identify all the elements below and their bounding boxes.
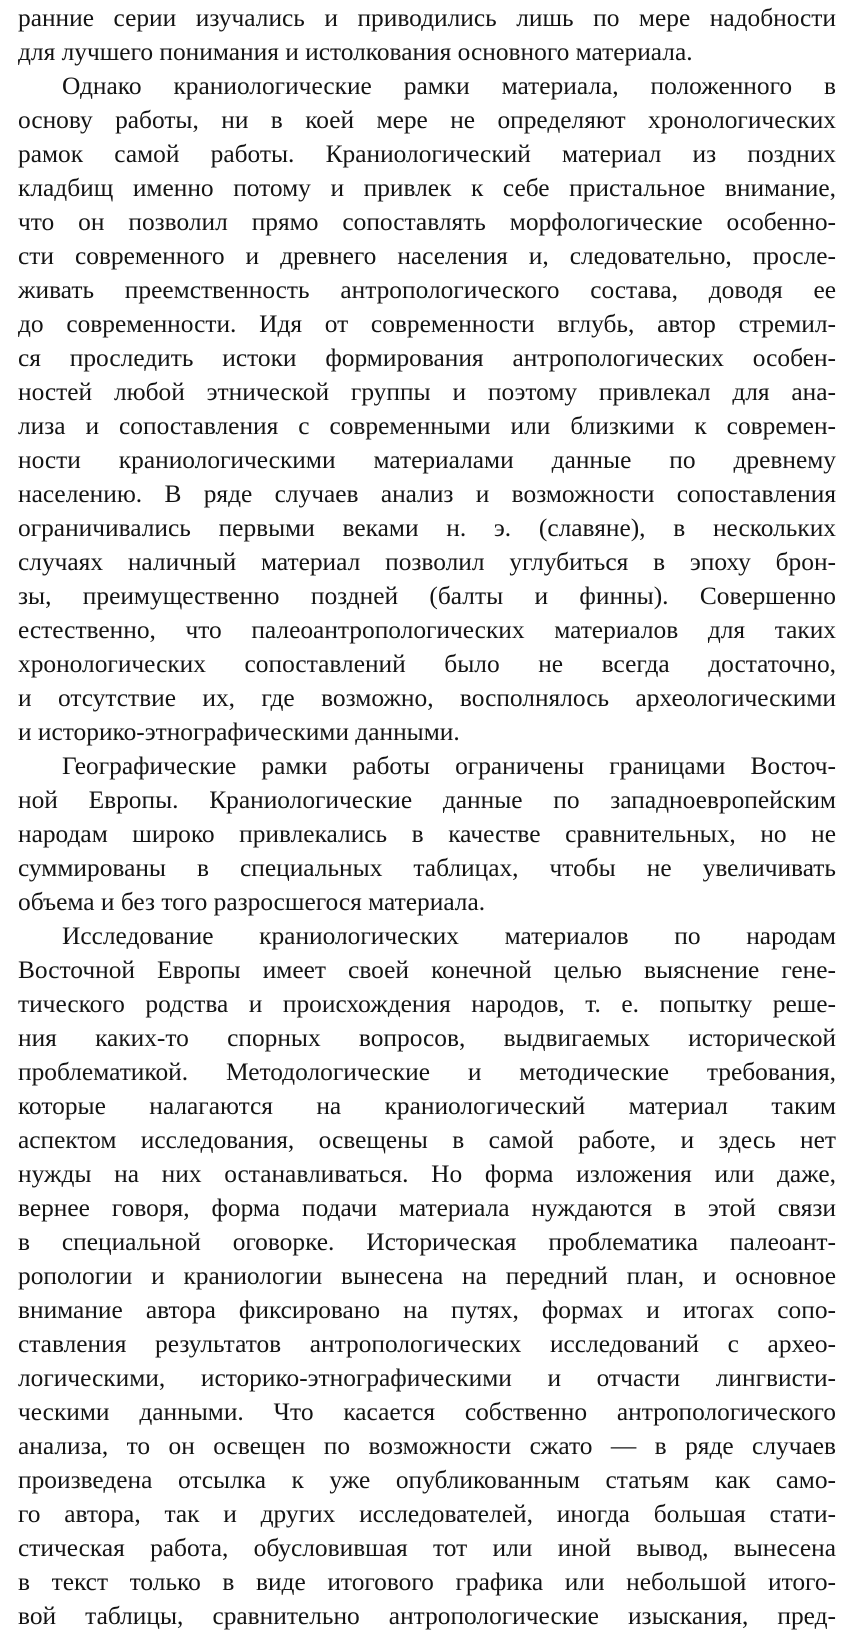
paragraph-1-line-1: ранние серии изучались и приводились лишь по мере надобности — [18, 4, 836, 32]
paragraph-1-line-2: для лучшего понимания и истолкования основного материала. — [18, 38, 693, 66]
paragraph-2-line-16: зы, преимущественно поздней (балты и финны). Совершенно — [18, 582, 836, 610]
paragraph-4-line-20: в текст только в виде итогового графика или небольшой итого- — [18, 1568, 836, 1596]
paragraph-4-line-9: вернее говоря, форма подачи материала нуждаются в этой связи — [18, 1194, 836, 1222]
paragraph-2-line-20: и историко-этнографическими данными. — [18, 718, 460, 746]
paragraph-2-line-12: ности краниологическими материалами данные по древнему — [18, 446, 836, 474]
paragraph-2-line-5: что он позволил прямо сопоставлять морфологические особенно- — [18, 208, 836, 236]
paragraph-4-line-18: го автора, так и других исследователей, иногда большая стати- — [18, 1500, 836, 1528]
paragraph-2-line-4: кладбищ именно потому и привлек к себе пристальное внимание, — [18, 174, 836, 202]
paragraph-3-line-5: объема и без того разросшегося материала. — [18, 888, 486, 916]
paragraph-4-line-7: аспектом исследования, освещены в самой работе, и здесь нет — [18, 1126, 836, 1154]
paragraph-4-line-21: вой таблицы, сравнительно антропологические изыскания, пред- — [18, 1602, 836, 1630]
paragraph-2-line-9: ся проследить истоки формирования антропологических особен- — [18, 344, 836, 372]
paragraph-2-line-8: до современности. Идя от современности вглубь, автор стремил- — [18, 310, 836, 338]
paragraph-4-line-2: Восточной Европы имеет своей конечной целью выяснение гене- — [18, 956, 836, 984]
paragraph-3-line-1: Географические рамки работы ограничены границами Восточ- — [62, 752, 836, 780]
paragraph-2-line-3: рамок самой работы. Краниологический материал из поздних — [18, 140, 836, 168]
paragraph-2-line-10: ностей любой этнической группы и поэтому привлекал для ана- — [18, 378, 836, 406]
paragraph-2-line-14: ограничивались первыми веками н. э. (славяне), в нескольких — [18, 514, 836, 542]
paragraph-2-line-2: основу работы, ни в коей мере не определяют хронологических — [18, 106, 836, 134]
paragraph-2-line-6: сти современного и древнего населения и, следовательно, просле- — [18, 242, 836, 270]
paragraph-4-line-13: ставления результатов антропологических исследований с архео- — [18, 1330, 836, 1358]
paragraph-4-line-15: ческими данными. Что касается собственно антропологического — [18, 1398, 836, 1426]
paragraph-4-line-16: анализа, то он освещен по возможности сжато — в ряде случаев — [18, 1432, 836, 1460]
paragraph-4-line-19: стическая работа, обусловившая тот или иной вывод, вынесена — [18, 1534, 836, 1562]
paragraph-3-line-2: ной Европы. Краниологические данные по западноевропейским — [18, 786, 836, 814]
paragraph-4-line-8: нужды на них останавливаться. Но форма изложения или даже, — [18, 1160, 836, 1188]
paragraph-4-line-11: ропологии и краниологии вынесена на передний план, и основное — [18, 1262, 836, 1290]
paragraph-2-line-15: случаях наличный материал позволил углубиться в эпоху брон- — [18, 548, 836, 576]
paragraph-4-line-10: в специальной оговорке. Историческая проблематика палеоант- — [18, 1228, 836, 1256]
paragraph-4-line-4: ния каких-то спорных вопросов, выдвигаемых исторической — [18, 1024, 836, 1052]
paragraph-2-line-7: живать преемственность антропологического состава, доводя ее — [18, 276, 836, 304]
paragraph-3-line-4: суммированы в специальных таблицах, чтобы не увеличивать — [18, 854, 836, 882]
paragraph-4-line-14: логическими, историко-этнографическими и отчасти лингвисти- — [18, 1364, 836, 1392]
paragraph-2-line-1: Однако краниологические рамки материала, положенного в — [62, 72, 836, 100]
paragraph-4-line-3: тического родства и происхождения народов, т. е. попытку реше- — [18, 990, 836, 1018]
paragraph-2-line-11: лиза и сопоставления с современными или близкими к современ- — [18, 412, 836, 440]
paragraph-4-line-5: проблематикой. Методологические и методические требования, — [18, 1058, 836, 1086]
paragraph-2-line-19: и отсутствие их, где возможно, восполнялось археологическими — [18, 684, 836, 712]
paragraph-2-line-17: естественно, что палеоантропологических материалов для таких — [18, 616, 836, 644]
paragraph-4-line-12: внимание автора фиксировано на путях, формах и итогах сопо- — [18, 1296, 836, 1324]
paragraph-4-line-6: которые налагаются на краниологический материал таким — [18, 1092, 836, 1120]
paragraph-2-line-13: населению. В ряде случаев анализ и возможности сопоставления — [18, 480, 836, 508]
paragraph-4-line-1: Исследование краниологических материалов по народам — [62, 922, 836, 950]
paragraph-4-line-17: произведена отсылка к уже опубликованным статьям как само- — [18, 1466, 836, 1494]
paragraph-3-line-3: народам широко привлекались в качестве сравнительных, но не — [18, 820, 836, 848]
paragraph-2-line-18: хронологических сопоставлений было не всегда достаточно, — [18, 650, 836, 678]
